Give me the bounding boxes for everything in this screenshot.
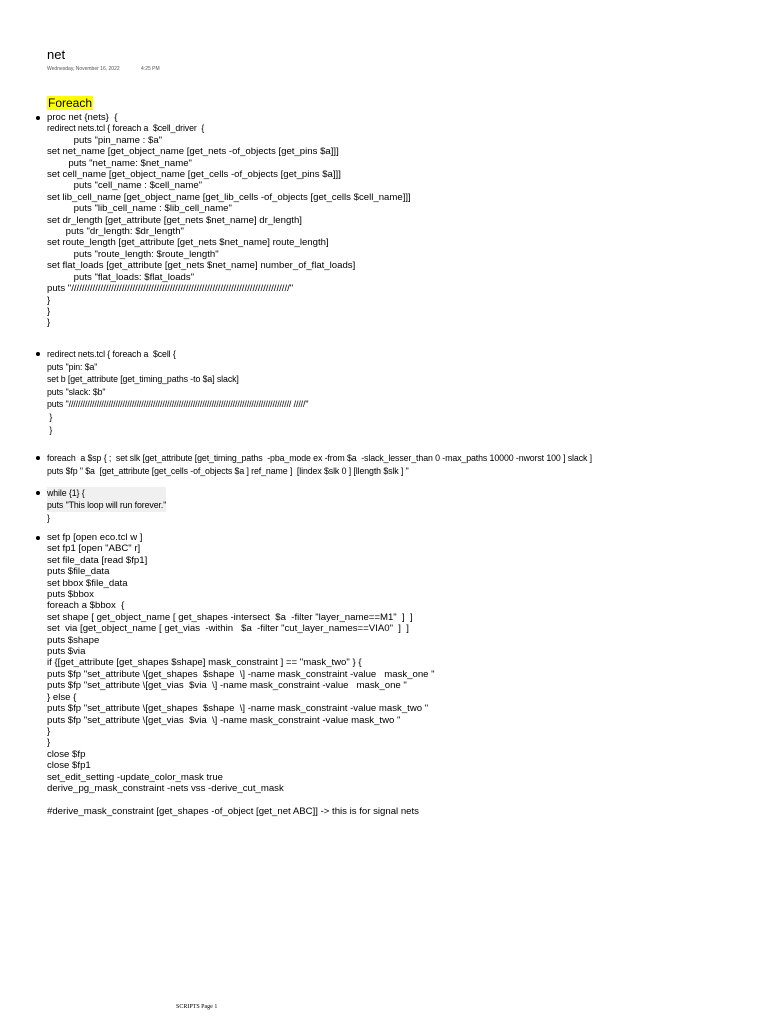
code-line: while {1} {: [47, 487, 166, 499]
code-line: }: [47, 317, 51, 329]
code-line: }: [47, 725, 51, 737]
bullet-icon: [36, 491, 40, 495]
bullet-block-mask-constraint: [47, 532, 435, 817]
code-line: puts $fp " $a [get_attribute [get_cells -of_objects $a ] ref_name ] [lindex $slk 0 ] [llength $slk ] ": [47, 465, 409, 476]
code-line: puts $shape: [47, 634, 100, 646]
code-line: puts "/////////////////////////////////////////////////////////////////////////////////////////////// /////": [47, 399, 309, 410]
code-line: set_edit_setting -update_color_mask true: [47, 771, 223, 783]
code-line: redirect nets.tcl { foreach a $cell_driver {: [47, 123, 205, 134]
code-line: #derive_mask_constraint [get_shapes -of_object [get_net ABC]] -> this is for signal nets: [47, 805, 419, 817]
bullet-icon: [36, 456, 40, 460]
code-line: set lib_cell_name [get_object_name [get_lib_cells -of_objects [get_cells $cell_name]]]: [47, 191, 411, 203]
code-line: set net_name [get_object_name [get_nets -of_objects [get_pins $a]]]: [47, 146, 339, 158]
code-line: foreach a $sp { ; set slk [get_attribute [get_timing_paths -pba_mode ex -from $a -slack_lesser_than 0 -max_paths 10000 -nworst 100 ] slack ]: [47, 453, 592, 463]
page-date: Wednesday, November 16, 2022: [47, 66, 120, 72]
code-line: puts $file_data: [47, 566, 110, 578]
code-line: set fp [open eco.tcl w ]: [47, 532, 143, 543]
bullet-icon: [36, 116, 40, 120]
code-line: }: [47, 294, 51, 306]
code-line: set b [get_attribute [get_timing_paths -to $a] slack]: [47, 374, 239, 385]
code-line: puts "route_length: $route_length": [47, 248, 219, 260]
code-line: puts $bbox: [47, 589, 94, 601]
section-heading: Foreach: [48, 96, 93, 110]
code-line: close $fp: [47, 748, 86, 760]
code-line: puts $fp "set_attribute \[get_vias $via \] -name mask_constraint -value mask_one ": [47, 680, 407, 692]
code-line: set cell_name [get_object_name [get_cells -of_objects [get_pins $a]]]: [47, 169, 341, 181]
bullet-icon: [36, 536, 40, 540]
code-line: derive_pg_mask_constraint -nets vss -derive_cut_mask: [47, 782, 284, 794]
code-line: set shape [ get_object_name [ get_shapes -intersect $a -filter "layer_name==M1" ] ]: [47, 611, 413, 623]
code-line: proc net {nets} {: [47, 112, 118, 123]
code-line: puts "slack: $b": [47, 386, 106, 397]
bullet-block-while-loop: [47, 487, 166, 524]
code-line: set route_length [get_attribute [get_nets $net_name] route_length]: [47, 237, 329, 249]
code-line: }: [47, 512, 50, 523]
code-line: set flat_loads [get_attribute [get_nets $net_name] number_of_flat_loads]: [47, 260, 356, 272]
page-metadata: [47, 66, 180, 72]
page-footer: SCRIPTS Page 1: [176, 1004, 218, 1010]
code-line: redirect nets.tcl { foreach a $cell {: [47, 349, 176, 359]
code-line: set file_data [read $fp1]: [47, 554, 148, 566]
code-line: [47, 794, 435, 805]
code-line: set fp1 [open "ABC" r]: [47, 543, 141, 555]
bullet-icon: [36, 352, 40, 356]
code-line: }: [47, 411, 53, 422]
code-line: }: [47, 305, 51, 317]
code-line: puts "flat_loads: $flat_loads": [47, 271, 195, 283]
code-line: puts "This loop will run forever.": [47, 500, 167, 511]
page-title: net: [47, 47, 66, 62]
bullet-block-redirect-slack: [47, 348, 308, 436]
page-time: 4:25 PM: [141, 66, 160, 72]
code-line: puts "pin: $a": [47, 361, 98, 372]
code-line: foreach a $bbox {: [47, 600, 125, 612]
code-line: puts $fp "set_attribute \[get_shapes $shape \] -name mask_constraint -value mask_two ": [47, 703, 429, 715]
code-line: puts "pin_name : $a": [47, 134, 163, 146]
bullet-block-foreach-slk: [47, 452, 592, 477]
code-line: }: [47, 737, 51, 749]
code-line: if {[get_attribute [get_shapes $shape] mask_constraint ] == "mask_two" } {: [47, 657, 362, 669]
code-line: close $fp1: [47, 760, 91, 772]
code-line: puts "dr_length: $dr_length": [47, 226, 184, 238]
code-line: puts "cell_name : $cell_name": [47, 180, 203, 192]
bullet-block-proc-net: [47, 112, 411, 329]
code-line: puts "//////////////////////////////////////////////////////////////////////////////////": [47, 283, 294, 295]
code-line: puts "net_name: $net_name": [47, 157, 192, 169]
code-line: } else {: [47, 691, 77, 703]
code-line: puts $fp "set_attribute \[get_shapes $shape \] -name mask_constraint -value mask_one ": [47, 668, 435, 680]
code-line: set via [get_object_name [ get_vias -within $a -filter "cut_layer_names==VIA0" ] ]: [47, 623, 409, 635]
code-line: set bbox $file_data: [47, 577, 128, 589]
code-line: }: [47, 424, 53, 435]
code-line: puts "lib_cell_name : $lib_cell_name": [47, 203, 232, 215]
code-line: puts $via: [47, 646, 86, 658]
code-line: set dr_length [get_attribute [get_nets $net_name] dr_length]: [47, 214, 302, 226]
code-line: puts $fp "set_attribute \[get_vias $via \] -name mask_constraint -value mask_two ": [47, 714, 401, 726]
